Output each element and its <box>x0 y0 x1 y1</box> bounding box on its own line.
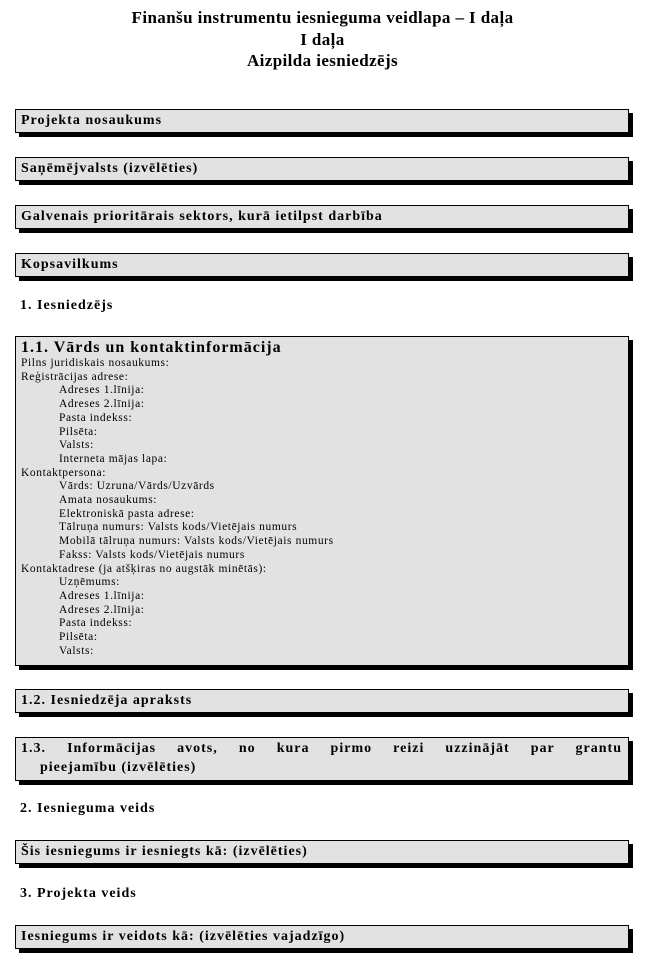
priority-sector-field[interactable]: Galvenais prioritārais sektors, kurā ietilpst darbība <box>15 205 629 229</box>
contact-info-line: Pilns juridiskais nosaukums: <box>21 357 170 369</box>
contact-info-line: Vārds: Uzruna/Vārds/Uzvārds <box>59 480 215 493</box>
contact-info-line: Adreses 1.līnija: <box>59 384 145 397</box>
contact-info-line: Pilsēta: <box>59 631 98 644</box>
info-source-field[interactable] <box>15 737 629 781</box>
contact-info-line: Fakss: Valsts kods/Vietējais numurs <box>59 548 245 561</box>
contact-info-line: Uzņēmums: <box>59 576 120 589</box>
form-subtitle: I daļa <box>300 30 345 49</box>
contact-info-line: Elektroniskā pasta adrese: <box>59 507 195 520</box>
contact-info-line: Interneta mājas lapa: <box>59 452 168 465</box>
submission-type-field[interactable]: Šis iesniegums ir iesniegts kā: (izvēlēties) <box>15 840 629 864</box>
contact-info-line: Kontaktpersona: <box>21 466 107 479</box>
contact-info-line: Valsts: <box>59 439 94 452</box>
applicant-description-field[interactable]: 1.2. Iesniedzēja apraksts <box>15 689 629 713</box>
form-title: Finanšu instrumentu iesnieguma veidlapa – I daļa <box>131 8 514 27</box>
info-source-label-line1: 1.3. Informācijas avots, no kura pirmo reizi uzzinājāt par grantu <box>21 741 622 756</box>
contact-info-line: Pasta indekss: <box>59 411 133 424</box>
project-name-field[interactable]: Projekta nosaukums <box>15 109 629 133</box>
contact-info-line: Amata nosaukums: <box>59 494 158 507</box>
contact-info-line: Mobilā tālruņa numurs: Valsts kods/Vietējais numurs <box>59 535 334 548</box>
section-1-heading: 1. Iesniedzējs <box>20 298 114 313</box>
section-3-heading: 3. Projekta veids <box>20 886 137 901</box>
info-source-label-line2: pieejamību (izvēlēties) <box>40 760 197 775</box>
contact-info-line: Adreses 1.līnija: <box>59 589 145 602</box>
contact-info-line: Adreses 2.līnija: <box>59 603 145 616</box>
project-type-field[interactable]: Iesniegums ir veidots kā: (izvēlēties vajadzīgo) <box>15 925 629 949</box>
recipient-country-field[interactable]: Saņēmējvalsts (izvēlēties) <box>15 157 629 181</box>
contact-info-line: Adreses 2.līnija: <box>59 398 145 411</box>
contact-info-line: Kontaktadrese (ja atšķiras no augstāk minētās): <box>21 562 267 575</box>
contact-info-line: Pilsēta: <box>59 425 98 438</box>
contact-info-line: Pasta indekss: <box>59 617 133 630</box>
summary-field[interactable]: Kopsavilkums <box>15 253 629 277</box>
contact-info-line: Valsts: <box>59 644 94 657</box>
contact-info-line: Reģistrācijas adrese: <box>21 370 129 383</box>
form-instruction: Aizpilda iesniedzējs <box>246 51 399 70</box>
section-2-heading: 2. Iesnieguma veids <box>20 801 156 816</box>
contact-info-box[interactable] <box>15 336 629 666</box>
contact-info-title: 1.1. Vārds un kontaktinformācija <box>21 339 282 356</box>
contact-info-line: Tālruņa numurs: Valsts kods/Vietējais numurs <box>59 521 298 534</box>
contact-info-lines <box>21 357 628 658</box>
